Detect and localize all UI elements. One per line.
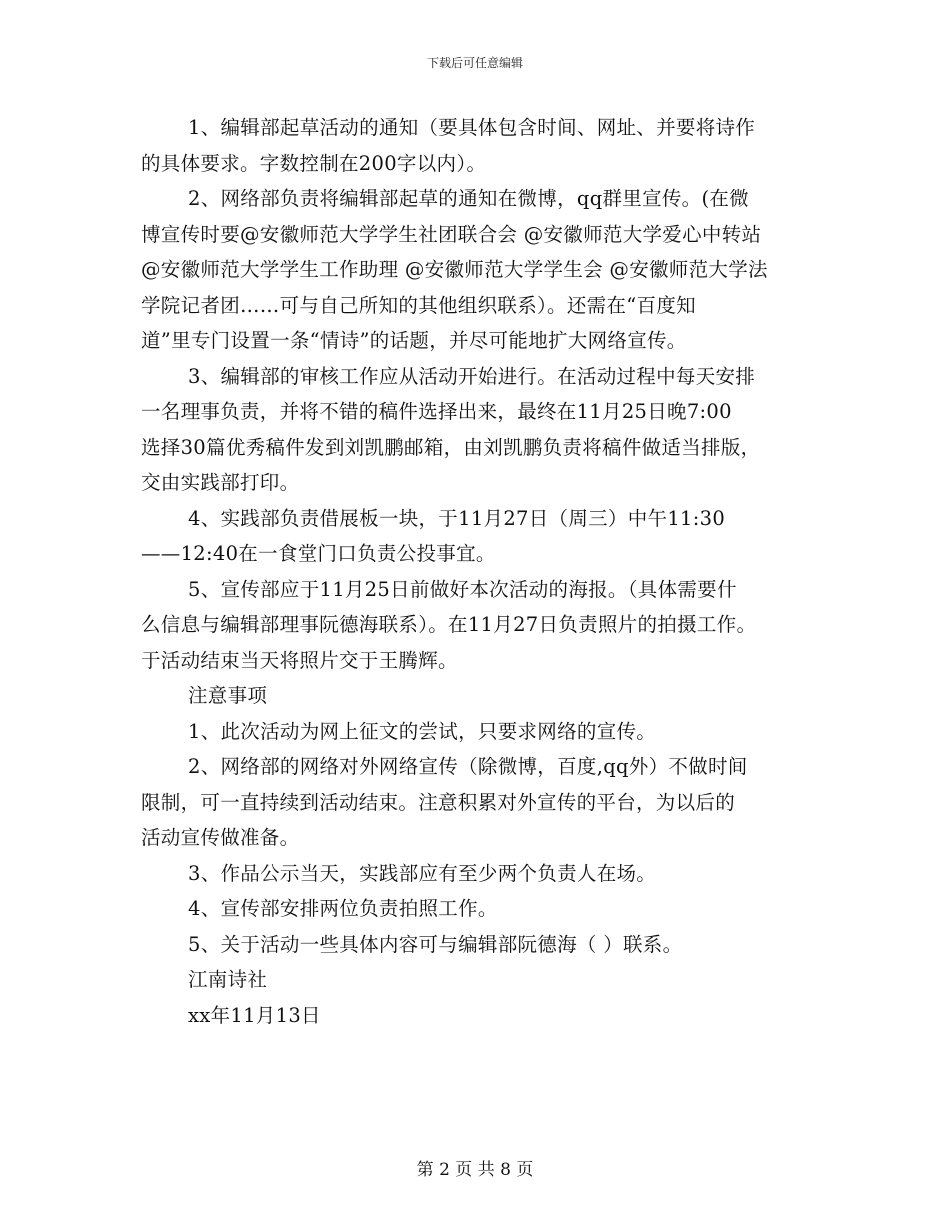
paragraph-line: 1、此次活动为网上征文的尝试，只要求网络的宣传。 [188,719,657,743]
page-number: 第 2 页 共 8 页 [416,1160,534,1180]
paragraph-line: 1、编辑部起草活动的通知（要具体包含时间、网址、并要将诗作 [188,116,756,139]
paragraph-line: ——12:40在一食堂门口负责公投事宜。 [141,542,496,565]
paragraph-line: @安徽师范大学学生工作助理 @安徽师范大学学生会 @安徽师范大学法 [141,258,768,281]
signature-organization: 江南诗社 [188,968,268,991]
paragraph-line: 2、网络部的网络对外网络宣传（除微博，百度,qq外）不做时间 [188,755,748,778]
section-heading: 注意事项 [188,684,268,707]
paragraph-line: 道”里专门设置一条“情诗”的话题，并尽可能地扩大网络宣传。 [141,329,687,352]
paragraph-line: 博宣传时要@安徽师范大学学生社团联合会 @安徽师范大学爱心中转站 [141,222,762,246]
paragraph-line: 学院记者团……可与自己所知的其他组织联系）。还需在“百度知 [141,293,696,317]
paragraph-line: 3、作品公示当天，实践部应有至少两个负责人在场。 [188,861,657,885]
paragraph-line: 5、宣传部应于11月25日前做好本次活动的海报。（具体需要什 [188,577,737,601]
paragraph-line: 活动宣传做准备。 [141,826,300,849]
page-header-note: 下载后可任意编辑 [426,56,523,70]
paragraph-line: 2、网络部负责将编辑部起草的通知在微博，qq群里宣传。(在微 [188,187,749,210]
paragraph-line: 于活动结束当天将照片交于王腾辉。 [141,648,458,672]
paragraph-line: 4、宣传部安排两位负责拍照工作。 [188,897,498,920]
paragraph-line: 选择30篇优秀稿件发到刘凯鹏邮箱，由刘凯鹏负责将稿件做适当排版， [141,435,761,459]
paragraph-line: 限制，可一直持续到活动结束。注意积累对外宣传的平台，为以后的 [141,790,736,814]
paragraph-line: 的具体要求。字数控制在200字以内）。 [141,151,487,175]
paragraph-line: 一名理事负责，并将不错的稿件选择出来，最终在11月25日晚7:00 [141,400,732,423]
document-body [141,110,831,1033]
paragraph-line: 么信息与编辑部理事阮德海联系）。在11月27日负责照片的拍摄工作。 [141,613,757,636]
paragraph-line: 交由实践部打印。 [141,471,300,494]
signature-date: xx年11月13日 [188,1003,321,1027]
paragraph-line: 5、关于活动一些具体内容可与编辑部阮德海（ ）联系。 [188,932,683,956]
paragraph-line: 4、实践部负责借展板一块，于11月27日（周三）中午11:30 [188,506,726,530]
paragraph-line: 3、编辑部的审核工作应从活动开始进行。在活动过程中每天安排 [188,364,756,388]
